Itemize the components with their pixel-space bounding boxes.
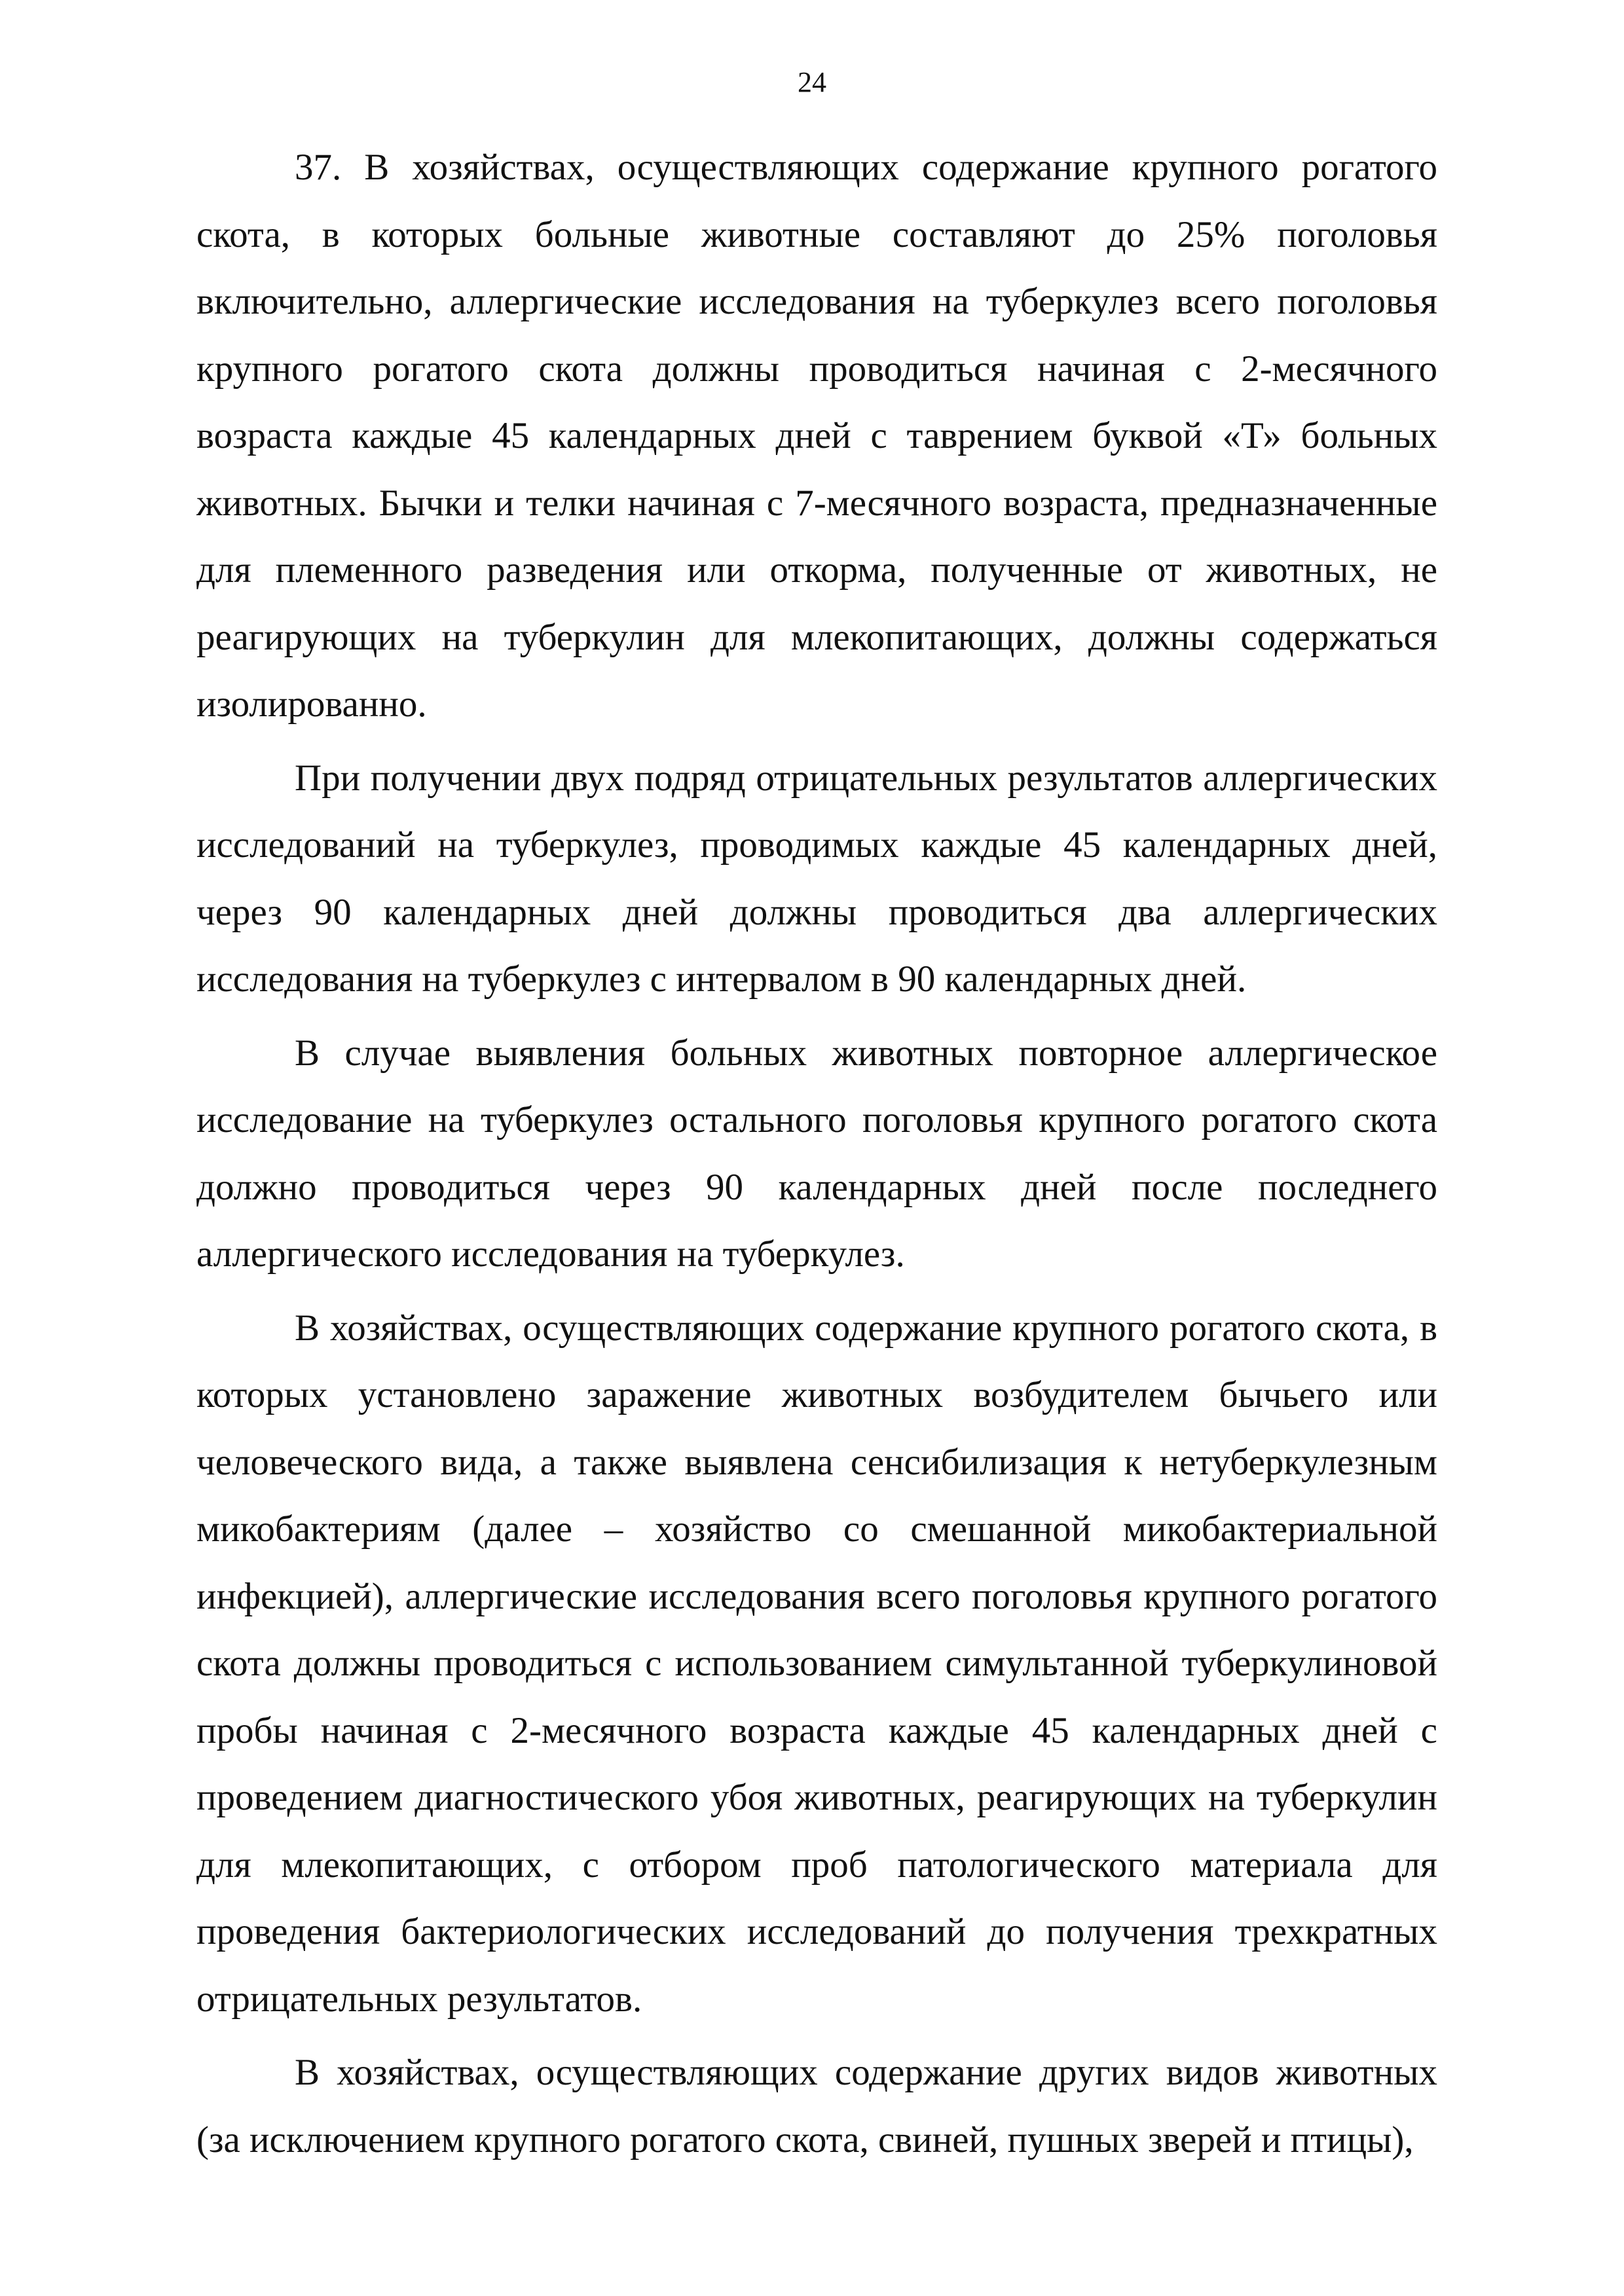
- page-number: 24: [798, 66, 826, 98]
- paragraph-37: 37. В хозяйствах, осуществляющих содержание крупного рогатого скота, в которых больные животные составляют до 25% поголовья включительно, аллергические исследования на туберкулез всего поголовья крупного рогатого скота должны проводиться начиная с 2-месячного возраста каждые 45 календарных дней с таврением буквой «Т» больных животных. Бычки и телки начиная с 7-месячного возраста, предназначенные для племенного разведения или откорма, полученные от животных, не реагирующих на туберкулин для млекопитающих, должны содержаться изолированно.: [196, 147, 1437, 725]
- paragraph-mixed-infection: В хозяйствах, осуществляющих содержание крупного рогатого скота, в которых установлено заражение животных возбудителем бычьего или человеческого вида, а также выявлена сенсибилизация к нетуберкулезным микобактериям (далее – хозяйство со смешанной микобактериальной инфекцией), аллергические исследования всего поголовья крупного рогатого скота должны проводиться с использованием симультанной туберкулиновой пробы начиная с 2-месячного возраста каждые 45 календарных дней с проведением диагностического убоя животных, реагирующих на туберкулин для млекопитающих, с отбором проб патологического материала для проведения бактериологических исследований до получения трехкратных отрицательных результатов.: [196, 1307, 1437, 2020]
- paragraph-repeat-testing: В случае выявления больных животных повторное аллергическое исследование на туберкулез остального поголовья крупного рогатого скота должно проводиться через 90 календарных дней после последнего аллергического исследования на туберкулез.: [196, 1032, 1437, 1275]
- paragraph-other-animals: В хозяйствах, осуществляющих содержание других видов животных (за исключением крупного рогатого скота, свиней, пушных зверей и птицы),: [196, 2052, 1437, 2160]
- paragraph-two-negative-results: При получении двух подряд отрицательных результатов аллергических исследований на туберкулез, проводимых каждые 45 календарных дней, через 90 календарных дней должны проводиться два аллергических исследования на туберкулез с интервалом в 90 календарных дней.: [196, 757, 1437, 1000]
- document-body: [196, 134, 1437, 2174]
